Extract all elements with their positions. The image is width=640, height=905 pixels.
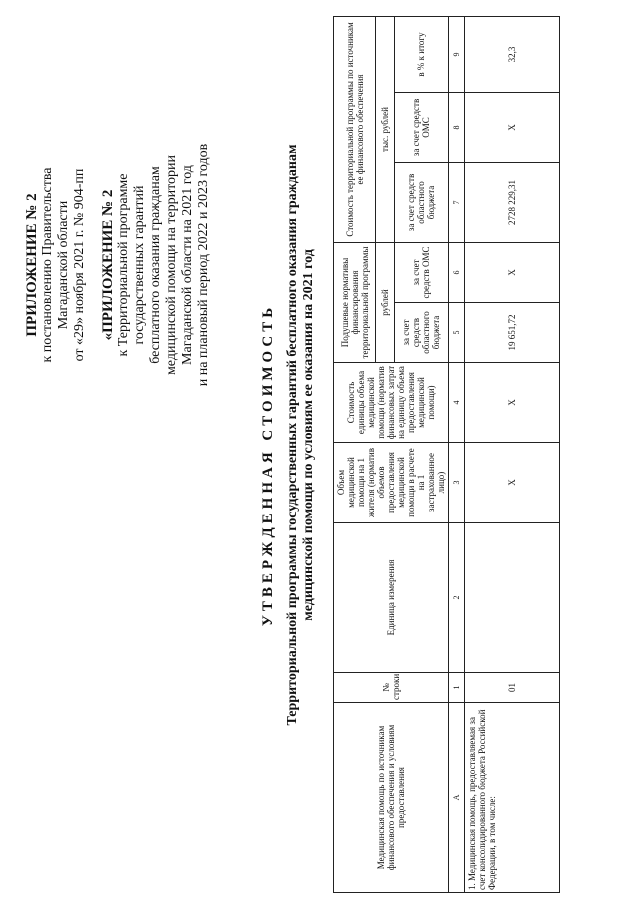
appendix-line: от «29» ноября 2021 г. № 904-пп [72, 168, 87, 362]
header-tc-budget: за счет средств областного бюджета [394, 162, 448, 242]
col-number: 4 [449, 363, 465, 443]
header-unit-cost: Стоимость единицы объема медицинской помощи (норматив финансовых затрат на единицу объема предоставления медицинской помощи) [334, 363, 449, 443]
appendix-line: государственных гарантий [132, 185, 147, 345]
header-pc-budget: за счет средств областного бюджета [394, 303, 448, 363]
appendix-line: к Территориальной программе [116, 173, 131, 357]
cell-tc-pct: 32,3 [465, 16, 560, 92]
appendix-line: Магаданской области [56, 200, 71, 330]
cell-unit-cost: X [465, 363, 560, 443]
appendix-line: и на плановый период 2022 и 2023 годов [196, 143, 211, 387]
col-number: 9 [449, 16, 465, 92]
col-number: 1 [449, 673, 465, 703]
cost-table [333, 16, 560, 893]
cell-tc-budget: 2728 229,31 [465, 162, 560, 242]
cell-volume: X [465, 443, 560, 523]
col-number: 7 [449, 162, 465, 242]
document-title-line: Территориальной программы государственных гарантий бесплатного оказания гражданам [285, 144, 300, 726]
header-per-capita: Подушевые нормативы финансирования территориальной программы [334, 242, 376, 362]
cell-pc-oms: X [465, 242, 560, 302]
cell-pc-budget: 19 651,72 [465, 303, 560, 363]
header-row-no: № строки [334, 673, 449, 703]
appendix-block [24, 5, 212, 525]
cell-care: 1. Медицинская помощь, предоставляемая за счет консолидированного бюджета Российской Федерации, в том числе: [465, 703, 560, 893]
cell-tc-oms: X [465, 92, 560, 162]
header-tc-pct: в % к итогу [394, 16, 448, 92]
col-number: 5 [449, 303, 465, 363]
table-row [465, 16, 560, 892]
header-volume: Объем медицинской помощи на 1 жителя (норматив объемов предоставления медицинской помощи в расчете на 1 застрахованное лицо) [334, 443, 449, 523]
header-per-capita-unit: рублей [376, 242, 394, 362]
appendix-line: медицинской помощи на территории [164, 154, 179, 376]
document-title-line: медицинской помощи по условиям ее оказания на 2021 год [301, 249, 316, 621]
appendix-title-2: «ПРИЛОЖЕНИЕ № 2 [100, 189, 116, 341]
header-tc-oms: за счет средств ОМС [394, 92, 448, 162]
appendix-line: бесплатного оказания гражданам [148, 166, 163, 364]
column-number-row [449, 16, 465, 892]
col-number: 6 [449, 242, 465, 302]
col-number: А [449, 703, 465, 893]
header-total-cost: Стоимость территориальной программы по источникам ее финансового обеспечения [334, 16, 376, 242]
col-number: 2 [449, 523, 465, 673]
header-pc-oms: за счет средств ОМС [394, 242, 448, 302]
header-care: Медицинская помощь по источникам финансового обеспечения и условиям предоставления [334, 703, 449, 893]
appendix-line: Магаданской области на 2021 год [180, 165, 195, 365]
header-row [334, 16, 376, 892]
approved-heading: УТВЕРЖДЕННАЯ СТОИМОСТЬ [260, 303, 276, 627]
header-total-unit: тыс. рублей [376, 16, 394, 242]
col-number: 8 [449, 92, 465, 162]
cell-unit [465, 523, 560, 673]
cell-row-no: 01 [465, 673, 560, 703]
appendix-line: к постановлению Правительства [40, 167, 55, 363]
col-number: 3 [449, 443, 465, 523]
appendix-title: ПРИЛОЖЕНИЕ № 2 [24, 193, 40, 337]
document-title [285, 5, 317, 865]
header-unit: Единица измерения [334, 523, 449, 673]
